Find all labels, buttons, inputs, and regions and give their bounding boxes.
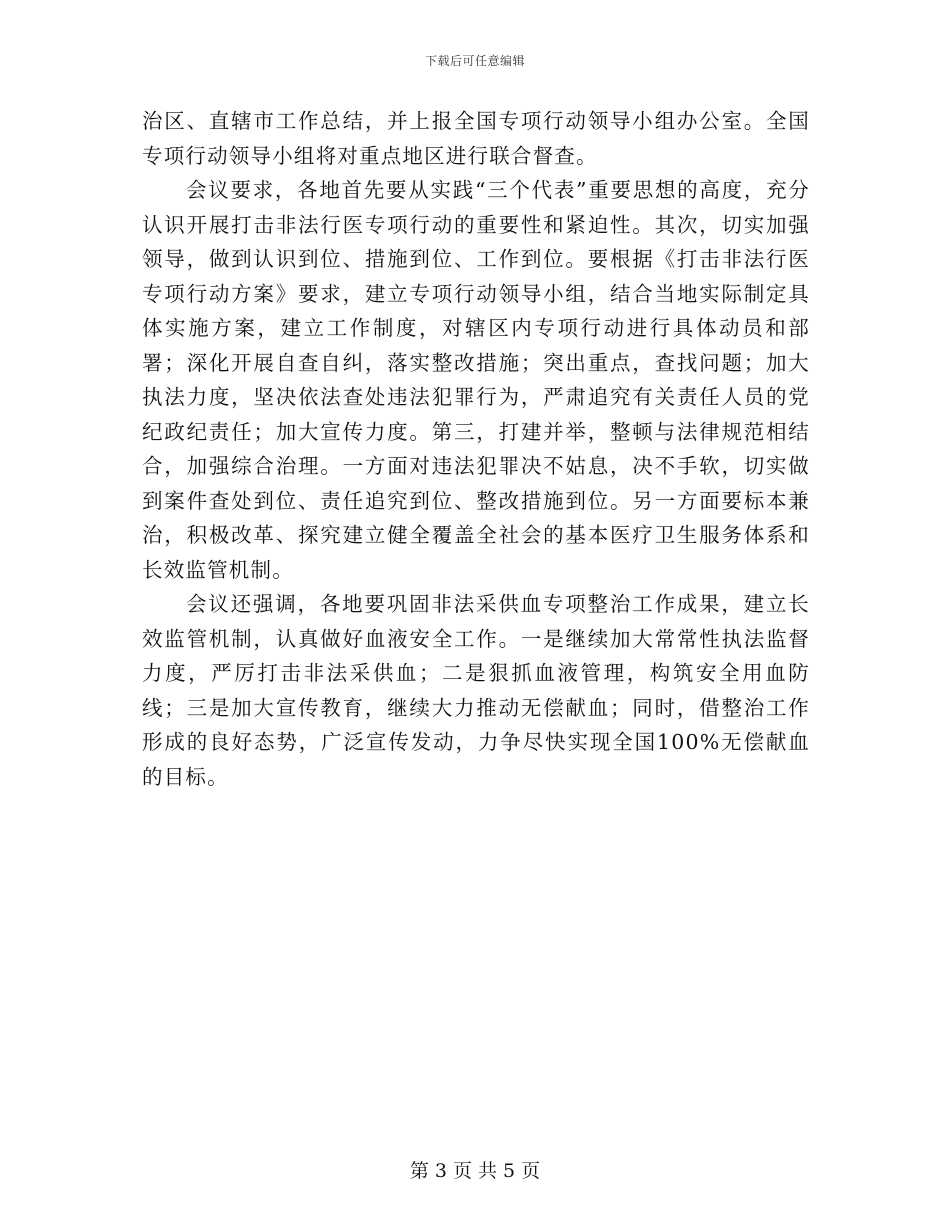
page-number-footer: 第 3 页 共 5 页 <box>409 1160 541 1182</box>
paragraph-continuation: 治区、直辖市工作总结，并上报全国专项行动领导小组办公室。全国专项行动领导小组将对重点地区进行联合督查。 <box>142 109 810 168</box>
paragraph-meeting-requirements: 会议要求，各地首先要从实践“三个代表”重要思想的高度，充分认识开展打击非法行医专项行动的重要性和紧迫性。其次，切实加强领导，做到认识到位、措施到位、工作到位。要根据《打击非法行医专项行动方案》要求，建立专项行动领导小组，结合当地实际制定具体实施方案，建立工作制度，对辖区内专项行动进行具体动员和部署；深化开展自查自纠，落实整改措施；突出重点，查找问题；加大执法力度，坚决依法查处违法犯罪行为，严肃追究有关责任人员的党纪政纪责任；加大宣传力度。第三，打建并举，整顿与法律规范相结合，加强综合治理。一方面对违法犯罪决不姑息，决不手软，切实做到案件查处到位、责任追究到位、整改措施到位。另一方面要标本兼治，积极改革、探究建立健全覆盖全社会的基本医疗卫生服务体系和长效监管机制。 <box>142 178 810 582</box>
page-header: 下载后可任意编辑 <box>424 54 525 68</box>
document-body <box>142 104 810 794</box>
paragraph-meeting-emphasis: 会议还强调，各地要巩固非法采供血专项整治工作成果，建立长效监管机制，认真做好血液安全工作。一是继续加大常常性执法监督力度，严厉打击非法采供血；二是狠抓血液管理，构筑安全用血防线；三是加大宣传教育，继续大力推动无偿献血；同时，借整治工作形成的良好态势，广泛宣传发动，力争尽快实现全国100%无偿献血的目标。 <box>142 592 810 789</box>
